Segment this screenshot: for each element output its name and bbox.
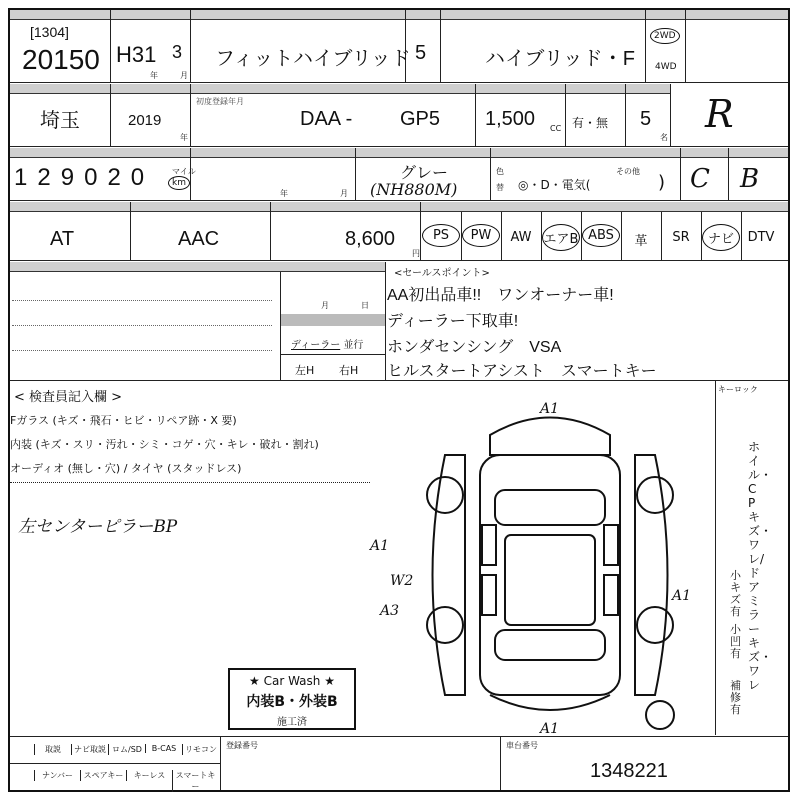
left-side: [433, 455, 466, 695]
footer-cell: ロム/SD: [108, 744, 145, 755]
row4-divider: [10, 260, 788, 261]
sales-points-label: <セールスポイント>: [394, 268, 490, 279]
inspection-line: Fガラス (キズ・飛石・ヒビ・リペア跡・X 要): [10, 414, 237, 427]
first-reg-month: 3: [172, 42, 183, 62]
model-code: GP5: [400, 108, 441, 130]
mileage-digit: 2: [37, 164, 61, 191]
windshield: [495, 490, 605, 525]
door-l2: [482, 575, 496, 615]
carwash-title: ★ Car Wash ★: [249, 674, 335, 688]
sales-point: ホンダセンシング VSA: [387, 339, 562, 356]
equipment-separator: [621, 212, 622, 260]
month-unit: 月: [180, 71, 188, 80]
first-reg-label: 初度登録年月: [196, 97, 244, 106]
row4-header-band: [10, 202, 788, 212]
sales-point: ヒルスタートアシスト スマートキー: [387, 363, 657, 380]
transmission: AT: [50, 228, 75, 250]
inspector-title: < 検査員記入欄 >: [14, 390, 123, 405]
door-l1: [482, 525, 496, 565]
seat-count: 5: [640, 108, 652, 130]
footer-cell: ナンバー: [34, 770, 80, 781]
reg-year: 2019: [128, 112, 162, 129]
equipment-item: エアB: [542, 224, 580, 251]
damage-mark: A1: [540, 721, 560, 737]
drive-2wd-circled: [650, 28, 680, 44]
equipment-separator: [741, 212, 742, 260]
color-code-value: NH880M: [376, 180, 452, 199]
model-prefix: DAA -: [300, 108, 353, 130]
equipment-item: SR: [672, 230, 690, 245]
overall-score: R: [705, 92, 734, 136]
displacement: 1,500: [485, 108, 536, 130]
color-code: (NH880M): [370, 180, 458, 199]
rear-window: [495, 630, 605, 660]
row3-divider: [10, 200, 788, 201]
reg-year-unit: 年: [180, 133, 188, 142]
recycle-fee: 8,600: [345, 228, 396, 250]
wheel-rl: [427, 607, 463, 643]
yen-unit: 円: [412, 249, 420, 258]
carwash-stamp: [228, 668, 356, 730]
row1-divider: [10, 82, 788, 83]
spare-wheel: [646, 701, 674, 729]
side-note: 小凹有: [730, 623, 741, 660]
door-r1: [604, 525, 618, 565]
footer-cell: ナビ取説: [71, 744, 108, 755]
drive-2wd: 2WD: [650, 28, 680, 44]
door-r2: [604, 575, 618, 615]
inspection-line: 内装 (キズ・スリ・汚れ・シミ・コゲ・穴・キレ・破れ・割れ): [10, 438, 319, 451]
damage-mark: A1: [370, 538, 390, 554]
chassis-number: 1348221: [590, 760, 668, 782]
wheel-fr: [637, 477, 673, 513]
right-side: [635, 455, 668, 695]
reg-month-label: 月: [321, 301, 329, 310]
row1-header-band: [10, 10, 788, 20]
body-color: グレー: [400, 165, 449, 182]
door-count: 5: [415, 42, 427, 64]
equipment-separator: [701, 212, 702, 260]
car-diagram: [370, 395, 692, 737]
handwritten-note: 左センターピラーBP: [18, 517, 178, 537]
row3-year-unit: 年: [280, 189, 288, 198]
km-unit-circled: [168, 176, 190, 190]
row2-divider: [10, 146, 788, 147]
dealer-label: ディーラー: [291, 340, 341, 351]
equipment-item: PW: [462, 224, 500, 247]
rear-bumper: [490, 695, 610, 710]
lot-number: 20150: [22, 44, 100, 75]
other-label: その他: [616, 167, 640, 176]
color-change-bottom: 替: [496, 183, 504, 192]
chassis-label: 車台番号: [506, 741, 538, 750]
equipment-separator: [501, 212, 502, 260]
equipment-item: ABS: [582, 224, 620, 247]
equipment-item: AW: [510, 230, 532, 245]
color-change-top: 色: [496, 167, 504, 176]
mileage-digit: 0: [130, 164, 155, 191]
interior-grade: B: [740, 164, 760, 194]
footer-cell: スペアキー: [80, 770, 126, 781]
footer-cell: キーレス: [126, 770, 172, 781]
wheel-fl: [427, 477, 463, 513]
roof: [505, 535, 595, 625]
mile-label: マイル: [172, 167, 196, 176]
registration-no-label: 登録番号: [226, 741, 258, 750]
aircon: AAC: [178, 228, 220, 250]
mileage-digit: 0: [84, 164, 108, 191]
damage-mark: A1: [672, 588, 692, 604]
mileage-digit: 2: [107, 164, 131, 191]
key-lock-label: キーロック: [718, 385, 758, 394]
reg-day-label: 日: [361, 301, 369, 310]
equipment-separator: [461, 212, 462, 260]
parallel-label: 並行: [343, 340, 364, 351]
equipment-item: 革: [634, 234, 648, 249]
car-name: フィットハイブリッド: [215, 48, 411, 70]
equipment-separator: [661, 212, 662, 260]
footer-divider: [10, 736, 788, 737]
registration-box: [280, 272, 385, 380]
wheel-rr: [637, 607, 673, 643]
mileage-digit: 1: [14, 164, 38, 191]
equipment-separator: [541, 212, 542, 260]
options-prefix: ◎・D・電気(: [518, 178, 591, 192]
grade: ハイブリッド・F: [485, 48, 636, 70]
car-top-outline: [490, 418, 610, 456]
region: 埼玉: [40, 110, 80, 132]
inspection-line: オーディオ (無し・穴) / タイヤ (スタッドレス): [10, 462, 242, 475]
lot-code: [1304]: [30, 24, 69, 40]
equipment-separator: [581, 212, 582, 260]
options-suffix: ): [658, 172, 666, 193]
equipment-item: DTV: [747, 230, 775, 245]
sales-point: AA初出品車!! ワンオーナー車!: [387, 287, 614, 304]
damage-mark: A1: [540, 401, 560, 417]
cc-unit: CC: [550, 124, 562, 133]
footer-cell: 取説: [34, 744, 71, 755]
year-unit: 年: [150, 71, 158, 80]
era-year: H31: [116, 42, 157, 67]
turbo-aru-nashi: 有・無: [572, 116, 609, 130]
carwash-done: 施工済: [277, 717, 307, 728]
side-note: 補修有: [730, 679, 741, 716]
damage-mark: A3: [380, 603, 400, 619]
footer-cell: スマートキー: [172, 770, 218, 792]
exterior-grade: C: [690, 164, 710, 194]
row3-header-band: [10, 148, 788, 158]
row3-month-unit: 月: [340, 189, 348, 198]
wheel-text: ホイル・CPキズ・ワレ/ドアミラーキズ・ワレ: [748, 440, 773, 692]
notes-header-band: [10, 262, 385, 272]
seat-unit: 名: [660, 133, 668, 142]
equipment-item: PS: [422, 224, 460, 247]
sales-point: ディーラー下取車!: [387, 313, 519, 330]
right-handle: 右H: [339, 364, 359, 377]
km-unit: km: [168, 176, 190, 190]
dealer-parallel: [291, 336, 363, 351]
reg-shaded-bar: [281, 314, 385, 326]
mileage-digit: 9: [60, 164, 85, 191]
drive-4wd: 4WD: [655, 62, 677, 72]
left-handle: 左H: [295, 364, 315, 377]
damage-mark: W2: [390, 573, 414, 589]
carwash-grades: 内装B・外装B: [246, 694, 338, 710]
mileage: [14, 164, 154, 192]
footer-cell: リモコン: [182, 744, 219, 755]
footer-cell: B-CAS: [145, 744, 182, 753]
side-note: 小キズ有: [730, 569, 741, 618]
equipment-item: ナビ: [702, 224, 740, 251]
row2-header-band: [10, 84, 670, 94]
